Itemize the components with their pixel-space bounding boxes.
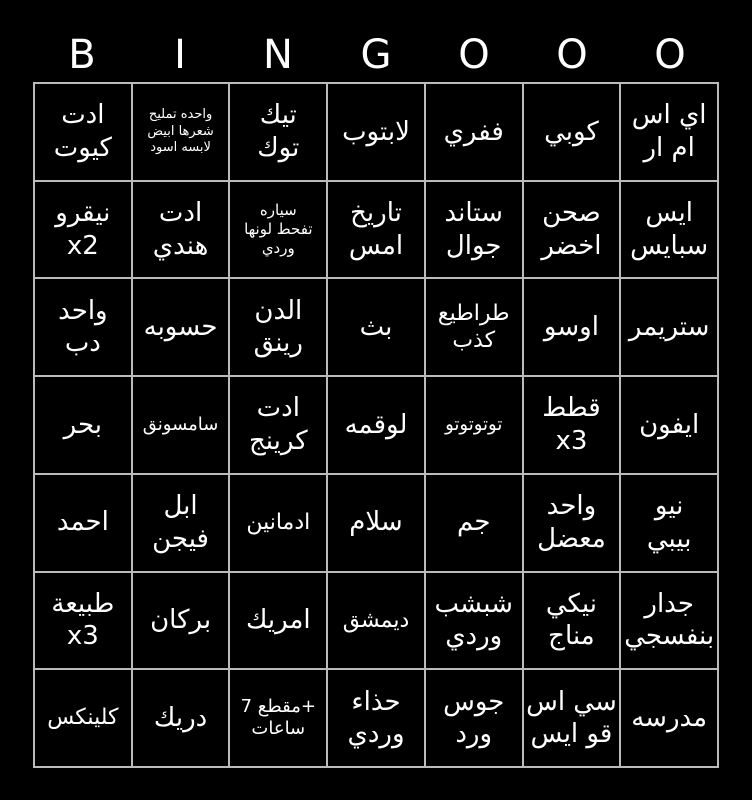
header-letter-7: O xyxy=(654,32,686,78)
bingo-cell: ستريمر xyxy=(620,278,718,376)
bingo-cell: صحن اخضر xyxy=(523,181,621,279)
bingo-cell: مدرسه xyxy=(620,669,718,767)
bingo-cell: جوس ورد xyxy=(425,669,523,767)
bingo-cell: ادمانين xyxy=(229,474,327,572)
header-letter-5: O xyxy=(458,32,490,78)
bingo-cell: تاريخ امس xyxy=(327,181,425,279)
bingo-cell: امريك xyxy=(229,572,327,670)
bingo-cell: دريك xyxy=(132,669,230,767)
header-letter-3: N xyxy=(263,32,293,78)
bingo-cell: طراطيع كذب xyxy=(425,278,523,376)
bingo-cell: ستاند جوال xyxy=(425,181,523,279)
bingo-cell: شبشب وردي xyxy=(425,572,523,670)
bingo-cell: اوسو xyxy=(523,278,621,376)
bingo-cell: كوبي xyxy=(523,83,621,181)
header-letter-2: I xyxy=(174,32,186,78)
bingo-cell: ايفون xyxy=(620,376,718,474)
bingo-cell: جدار بنفسجي xyxy=(620,572,718,670)
bingo-cell: احمد xyxy=(34,474,132,572)
bingo-cell: حذاء وردي xyxy=(327,669,425,767)
bingo-cell: ابل فيجن xyxy=(132,474,230,572)
bingo-cell: سي اس قو ايس xyxy=(523,669,621,767)
bingo-cell: ففري xyxy=(425,83,523,181)
bingo-cell: لابتوب xyxy=(327,83,425,181)
bingo-cell: بث xyxy=(327,278,425,376)
bingo-cell: ديمشق xyxy=(327,572,425,670)
bingo-cell: كلينكس xyxy=(34,669,132,767)
header-letter-1: B xyxy=(68,32,96,78)
bingo-header xyxy=(33,30,719,80)
bingo-cell: توتوتوتو xyxy=(425,376,523,474)
bingo-cell: ادت كرينج xyxy=(229,376,327,474)
bingo-cell: سامسونق xyxy=(132,376,230,474)
bingo-cell: حسوبه xyxy=(132,278,230,376)
bingo-cell: جم xyxy=(425,474,523,572)
bingo-cell: سياره تفحط لونها وردي xyxy=(229,181,327,279)
bingo-cell: +مقطع 7 ساعات xyxy=(229,669,327,767)
bingo-cell: بركان xyxy=(132,572,230,670)
bingo-cell: ادت هندي xyxy=(132,181,230,279)
bingo-cell: واحد دب xyxy=(34,278,132,376)
bingo-cell: طبيعة x3 xyxy=(34,572,132,670)
header-letter-4: G xyxy=(360,32,392,78)
bingo-cell: نيقرو x2 xyxy=(34,181,132,279)
bingo-cell: لوقمه xyxy=(327,376,425,474)
bingo-cell: بحر xyxy=(34,376,132,474)
bingo-cell: ايس سبايس xyxy=(620,181,718,279)
bingo-cell: سلام xyxy=(327,474,425,572)
bingo-grid xyxy=(33,82,719,768)
bingo-cell: واحده تمليح شعرها ابيض لابسه اسود xyxy=(132,83,230,181)
bingo-cell: اي اس ام ار xyxy=(620,83,718,181)
bingo-cell: واحد معضل xyxy=(523,474,621,572)
header-letter-6: O xyxy=(556,32,588,78)
bingo-cell: تيك توك xyxy=(229,83,327,181)
bingo-cell: الدن رينق xyxy=(229,278,327,376)
bingo-cell: نيو بيبي xyxy=(620,474,718,572)
bingo-cell: قطط x3 xyxy=(523,376,621,474)
bingo-cell: ادت كيوت xyxy=(34,83,132,181)
bingo-cell: نيكي مناج xyxy=(523,572,621,670)
